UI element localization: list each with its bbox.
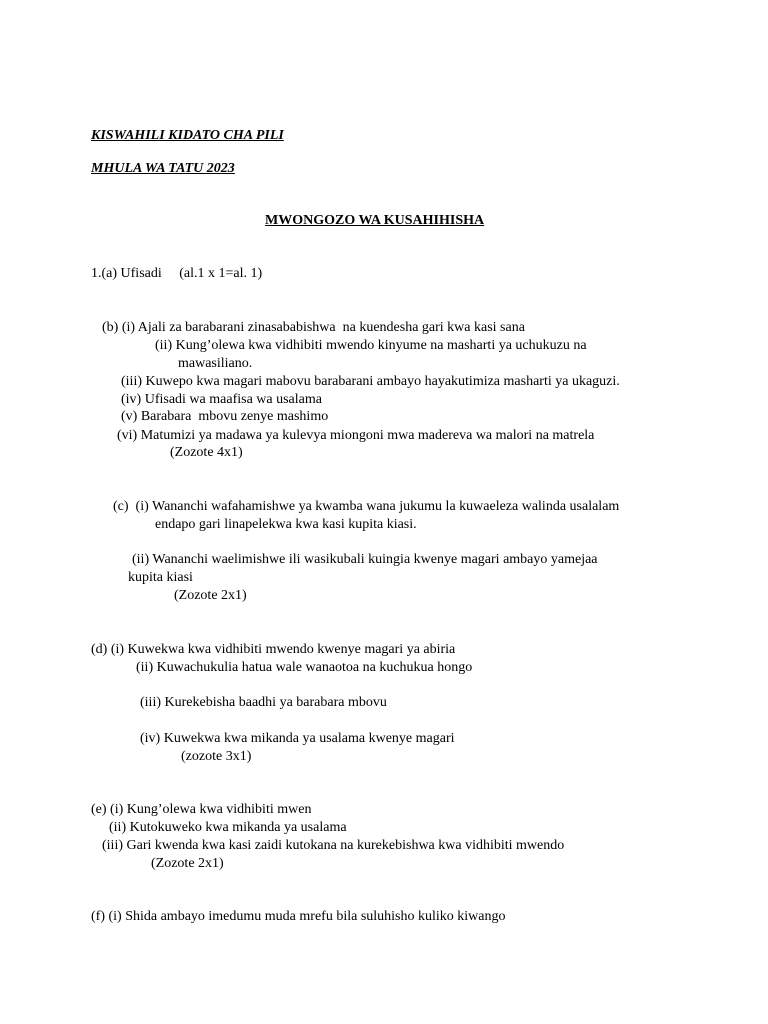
answer-1e-line: (e) (i) Kung’olewa kwa vidhibiti mwen [91,802,312,817]
answer-1d-marks: (zozote 3x1) [181,749,252,764]
answer-1e-line: (iii) Gari kwenda kwa kasi zaidi kutokana na kurekebishwa kwa vidhibiti mwendo [102,838,565,853]
answer-1d-line: (iv) Kuwekwa kwa mikanda ya usalama kwenye magari [140,731,455,746]
answer-1b-line: (v) Barabara mbovu zenye mashimo [121,409,329,424]
answer-1b-line: (iv) Ufisadi wa maafisa wa usalama [121,392,322,407]
answer-1b-line: (iii) Kuwepo kwa magari mabovu barabarani ambayo hayakutimiza masharti ya ukaguzi. [121,374,620,389]
answer-1c-line: (c) (i) Wananchi wafahamishwe ya kwamba wana jukumu la kuwaeleza walinda usalalam [113,499,620,514]
answer-1d-line: (ii) Kuwachukulia hatua wale wanaotoa na kuchukua hongo [136,660,473,675]
subject-heading: KISWAHILI KIDATO CHA PILI [91,128,284,143]
answer-1e-line: (ii) Kutokuweko kwa mikanda ya usalama [109,820,347,835]
answer-1b-marks: (Zozote 4x1) [170,445,243,460]
answer-1c-line: endapo gari linapelekwa kwa kasi kupita kiasi. [155,517,417,532]
answer-1c-marks: (Zozote 2x1) [174,588,247,603]
answer-1e-marks: (Zozote 2x1) [151,856,224,871]
answer-1d-line: (d) (i) Kuwekwa kwa vidhibiti mwendo kwenye magari ya abiria [91,642,456,657]
answer-1a: 1.(a) Ufisadi (al.1 x 1=al. 1) [91,266,263,281]
page-title: MWONGOZO WA KUSAHIHISHA [265,213,485,228]
answer-1b-line: (ii) Kung’olewa kwa vidhibiti mwendo kinyume na masharti ya uchukuzu na [155,338,587,353]
answer-1c-line: kupita kiasi [128,570,193,585]
answer-1b-line: (b) (i) Ajali za barabarani zinasababishwa na kuendesha gari kwa kasi sana [102,320,525,335]
answer-1f-line: (f) (i) Shida ambayo imedumu muda mrefu bila suluhisho kuliko kiwango [91,909,506,924]
answer-1d-line: (iii) Kurekebisha baadhi ya barabara mbovu [140,695,387,710]
answer-1b-line: mawasiliano. [178,356,253,371]
answer-1b-line: (vi) Matumizi ya madawa ya kulevya miongoni mwa madereva wa malori na matrela [117,428,595,443]
term-heading: MHULA WA TATU 2023 [91,161,235,176]
answer-1c-line: (ii) Wananchi waelimishwe ili wasikubali kuingia kwenye magari ambayo yamejaa [132,552,598,567]
